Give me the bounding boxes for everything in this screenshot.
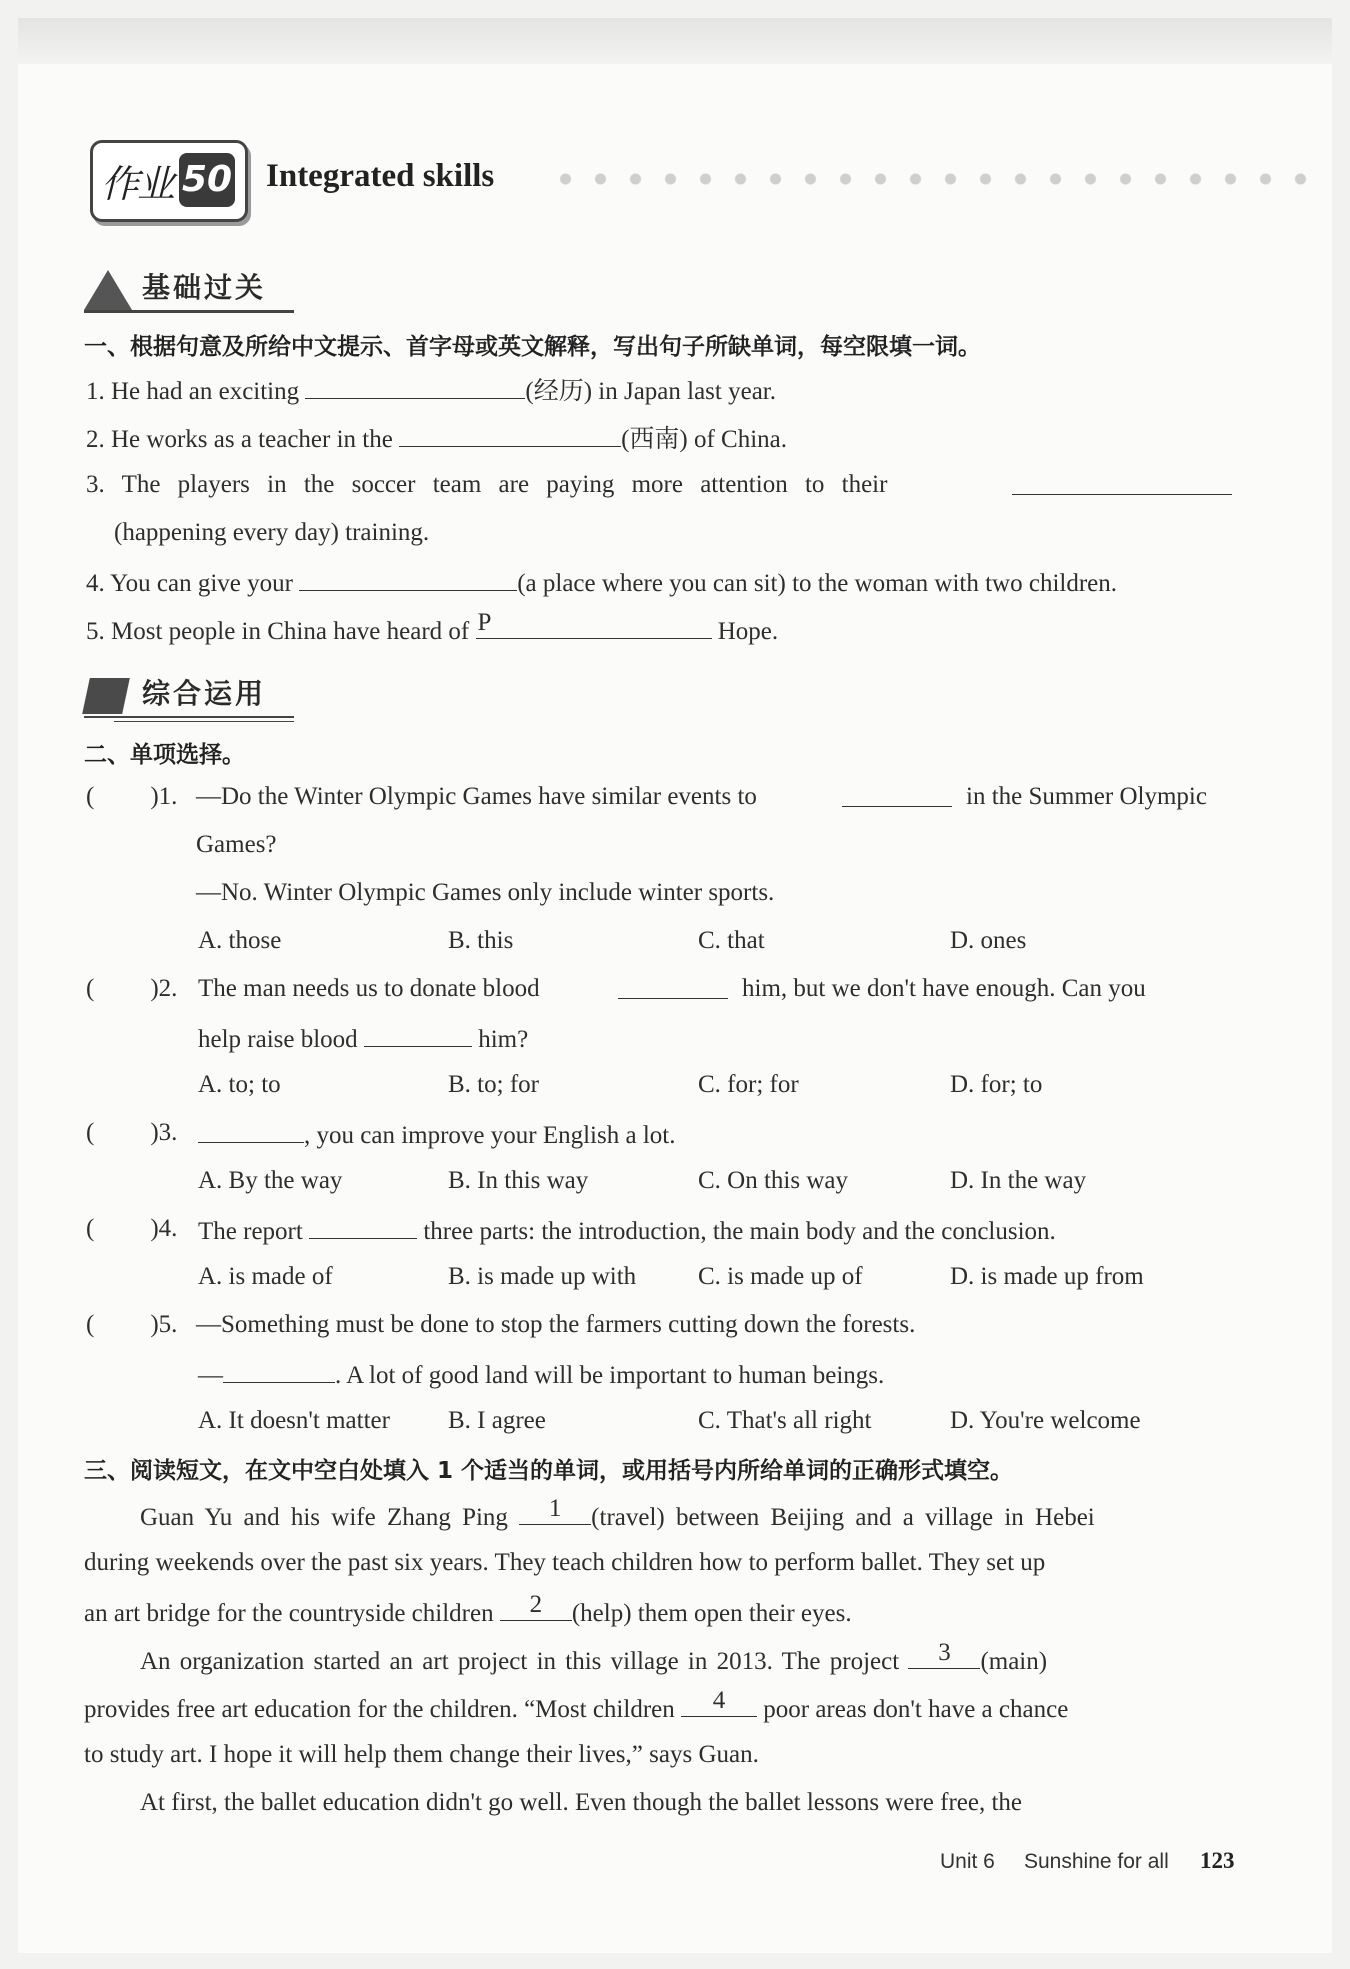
fill-item-5: 5. Most people in China have heard of P Hope. bbox=[86, 609, 779, 645]
mc-question-2: The man needs us to donate blood bbox=[198, 975, 540, 1002]
option-d[interactable]: D. for; to bbox=[950, 1071, 1043, 1098]
option-d[interactable]: D. ones bbox=[950, 927, 1027, 954]
instruction-3: 三、阅读短文，在文中空白处填入 1 个适当的单词，或用括号内所给单词的正确形式填空。 bbox=[84, 1458, 1014, 1484]
instruction-1: 一、根据句意及所给中文提示、首字母或英文解释，写出句子所缺单词，每空限填一词。 bbox=[84, 334, 981, 360]
answer-blank[interactable] bbox=[223, 1356, 335, 1383]
answer-blank[interactable] bbox=[842, 780, 952, 807]
answer-blank[interactable] bbox=[364, 1020, 472, 1047]
badge-number: 50 bbox=[179, 153, 235, 207]
mc-question-5: —Something must be done to stop the farmers cutting down the forests. bbox=[196, 1311, 916, 1338]
fill-item-1: 1. He had an exciting (经历) in Japan last year. bbox=[86, 372, 776, 409]
passage-p2-line1: An organization started an art project in this village in 2013. The project 3 (main) bbox=[140, 1639, 1048, 1675]
answer-paren[interactable]: ( )4. bbox=[86, 1215, 178, 1242]
answer-blank[interactable] bbox=[305, 372, 525, 399]
passage-blank-2[interactable]: 2 bbox=[500, 1594, 572, 1621]
option-c[interactable]: C. is made up of bbox=[698, 1263, 863, 1290]
option-d[interactable]: D. You're welcome bbox=[950, 1407, 1141, 1434]
footer-unit: Unit 6 bbox=[940, 1850, 995, 1873]
option-b[interactable]: B. this bbox=[448, 927, 514, 954]
passage-p3-line1: At first, the ballet education didn't go well. Even though the ballet lessons were free, the bbox=[140, 1789, 1023, 1816]
fill-item-3: 3. The players in the soccer team are paying more attention to their bbox=[86, 471, 888, 498]
scan-top-band bbox=[18, 18, 1332, 64]
section-label: 基础过关 bbox=[142, 271, 267, 304]
option-c[interactable]: C. that bbox=[698, 927, 765, 954]
option-a[interactable]: A. It doesn't matter bbox=[198, 1407, 390, 1434]
option-c[interactable]: C. On this way bbox=[698, 1167, 848, 1194]
section-heading-basics bbox=[84, 266, 294, 316]
passage-blank-3[interactable]: 3 bbox=[908, 1642, 980, 1669]
mc-question-1: —Do the Winter Olympic Games have similar events to bbox=[196, 783, 757, 810]
badge-text: 作业 bbox=[101, 162, 174, 206]
option-b[interactable]: B. In this way bbox=[448, 1167, 589, 1194]
answer-paren[interactable]: ( )3. bbox=[86, 1119, 178, 1146]
answer-blank[interactable] bbox=[309, 1212, 417, 1239]
footer-title: Sunshine for all bbox=[1024, 1850, 1169, 1873]
option-a[interactable]: A. to; to bbox=[198, 1071, 281, 1098]
section-label: 综合运用 bbox=[142, 677, 267, 710]
page-title: Integrated skills bbox=[266, 158, 495, 194]
answer-paren[interactable]: ( )1. bbox=[86, 783, 178, 810]
fill-item-4: 4. You can give your (a place where you can sit) to the woman with two children. bbox=[86, 564, 1117, 601]
answer-blank[interactable] bbox=[399, 420, 621, 447]
answer-blank[interactable] bbox=[198, 1116, 304, 1143]
fill-item-3-blank bbox=[1012, 468, 1232, 505]
answer-blank[interactable] bbox=[299, 564, 517, 591]
mc-question-4: The report three parts: the introduction, the main body and the conclusion. bbox=[198, 1212, 1056, 1249]
answer-paren[interactable]: ( )2. bbox=[86, 975, 178, 1002]
triangle-icon bbox=[84, 270, 132, 310]
answer-blank[interactable] bbox=[618, 972, 728, 999]
block-icon bbox=[82, 678, 130, 714]
page-number: 123 bbox=[1200, 1848, 1235, 1873]
answer-blank[interactable]: P bbox=[476, 612, 712, 639]
dotted-decoration bbox=[548, 172, 1328, 186]
passage-p2-line2: provides free art education for the children. “Most children 4 poor areas don't have a chance bbox=[84, 1687, 1069, 1723]
passage-blank-1[interactable]: 1 bbox=[519, 1498, 591, 1525]
answer-paren[interactable]: ( )5. bbox=[86, 1311, 178, 1338]
option-d[interactable]: D. is made up from bbox=[950, 1263, 1144, 1290]
passage-p1-line2: during weekends over the past six years. They teach children how to perform ballet. They set up bbox=[84, 1549, 1046, 1576]
fill-item-3-cont: (happening every day) training. bbox=[114, 519, 430, 546]
option-b[interactable]: B. is made up with bbox=[448, 1263, 637, 1290]
option-c[interactable]: C. That's all right bbox=[698, 1407, 872, 1434]
passage-blank-4[interactable]: 4 bbox=[681, 1690, 757, 1717]
section-heading-comprehensive bbox=[84, 672, 294, 722]
option-b[interactable]: B. I agree bbox=[448, 1407, 546, 1434]
assignment-badge bbox=[90, 140, 248, 222]
answer-blank[interactable] bbox=[1012, 468, 1232, 495]
mc-question-3: , you can improve your English a lot. bbox=[198, 1116, 675, 1153]
option-c[interactable]: C. for; for bbox=[698, 1071, 799, 1098]
option-a[interactable]: A. those bbox=[198, 927, 282, 954]
option-a[interactable]: A. By the way bbox=[198, 1167, 343, 1194]
option-d[interactable]: D. In the way bbox=[950, 1167, 1087, 1194]
passage-p2-line3: to study art. I hope it will help them change their lives,” says Guan. bbox=[84, 1741, 759, 1768]
option-b[interactable]: B. to; for bbox=[448, 1071, 539, 1098]
instruction-2: 二、单项选择。 bbox=[84, 742, 245, 768]
fill-item-2: 2. He works as a teacher in the (西南) of China. bbox=[86, 420, 787, 457]
option-a[interactable]: A. is made of bbox=[198, 1263, 333, 1290]
passage-p1-line1: Guan Yu and his wife Zhang Ping 1 (travel) between Beijing and a village in Hebei bbox=[140, 1495, 1095, 1531]
passage-p1-line3: an art bridge for the countryside children 2 (help) them open their eyes. bbox=[84, 1591, 852, 1627]
